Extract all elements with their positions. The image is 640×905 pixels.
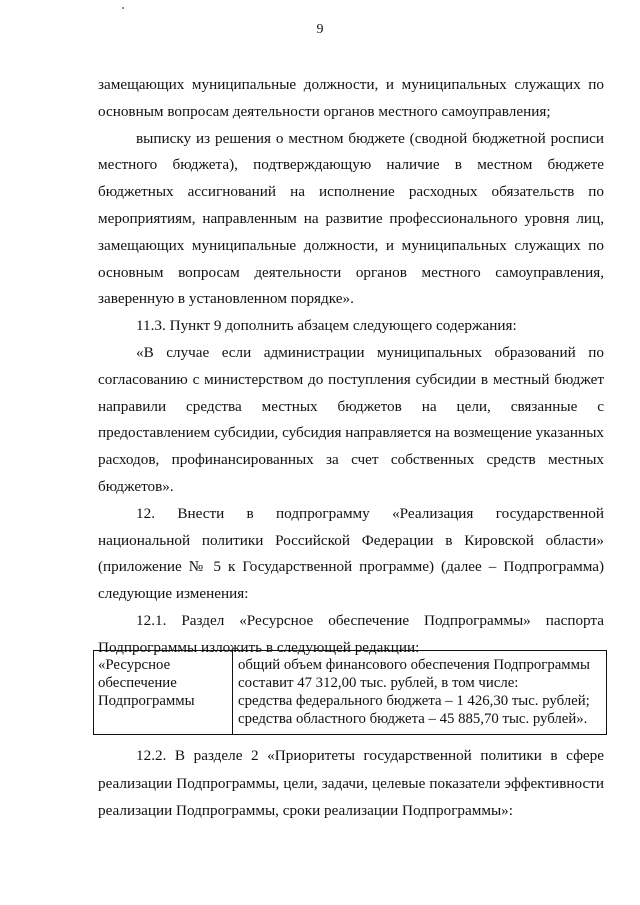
body-text-before-table [98, 72, 604, 662]
paragraph: выписку из решения о местном бюджете (сводной бюджетной росписи местного бюджета), подтверждающую наличие в местном бюджете бюджетных ассигнований на исполнение расходных обязательств по мероприятиям, направленным на развитие профессионального уровня лиц, замещающих муниципальные должности, и муниципальных служащих по основным вопросам деятельности органов местного самоуправления, заверенную в установленном порядке». [98, 129, 604, 308]
paragraph: 12.2. В разделе 2 «Приоритеты государственной политики в сфере реализации Подпрограммы, цели, задачи, целевые показатели эффективности реализации Подпрограммы, сроки реализации Подпрограммы»: [98, 747, 604, 819]
resource-value-cell [233, 651, 607, 735]
resource-value-line: средства федерального бюджета – 1 426,30 тыс. рублей; [238, 693, 590, 709]
paragraph: 12.1. Раздел «Ресурсное обеспечение Подпрограммы» паспорта Подпрограммы изложить в следующей редакции: [98, 611, 604, 656]
resource-label-cell [94, 651, 233, 735]
resource-value-line: средства областного бюджета – 45 885,70 тыс. рублей». [238, 711, 588, 727]
paragraph: замещающих муниципальные должности, и муниципальных служащих по основным вопросам деятельности органов местного самоуправления; [98, 76, 604, 120]
resource-table-row [94, 651, 607, 735]
resource-label-line: «Ресурсное [98, 657, 171, 673]
scan-speck [122, 7, 124, 9]
paragraph: «В случае если администрации муниципальных образований по согласованию с министерством до поступления субсидии в местный бюджет направили средства местных бюджетов на цели, связанные с предоставлением субсидии, субсидия направляется на возмещение указанных расходов, профинансированных за счет собственных средств местных бюджетов». [98, 343, 604, 495]
resource-label-line: обеспечение [98, 675, 177, 691]
resource-value-line: составит 47 312,00 тыс. рублей, в том числе: [238, 675, 519, 691]
resource-table [93, 650, 607, 735]
paragraph: 12. Внести в подпрограмму «Реализация государственной национальной политики Российской Федерации в Кировской области» (приложение № 5 к Государственной программе) (далее – Подпрограмма) следующие изменения: [98, 504, 604, 603]
resource-label-line: Подпрограммы [98, 693, 195, 709]
body-text-after-table [98, 742, 604, 825]
page-number: 9 [316, 22, 324, 37]
paragraph: 11.3. Пункт 9 дополнить абзацем следующего содержания: [136, 317, 517, 335]
resource-value-line: общий объем финансового обеспечения Подпрограммы [238, 657, 590, 673]
